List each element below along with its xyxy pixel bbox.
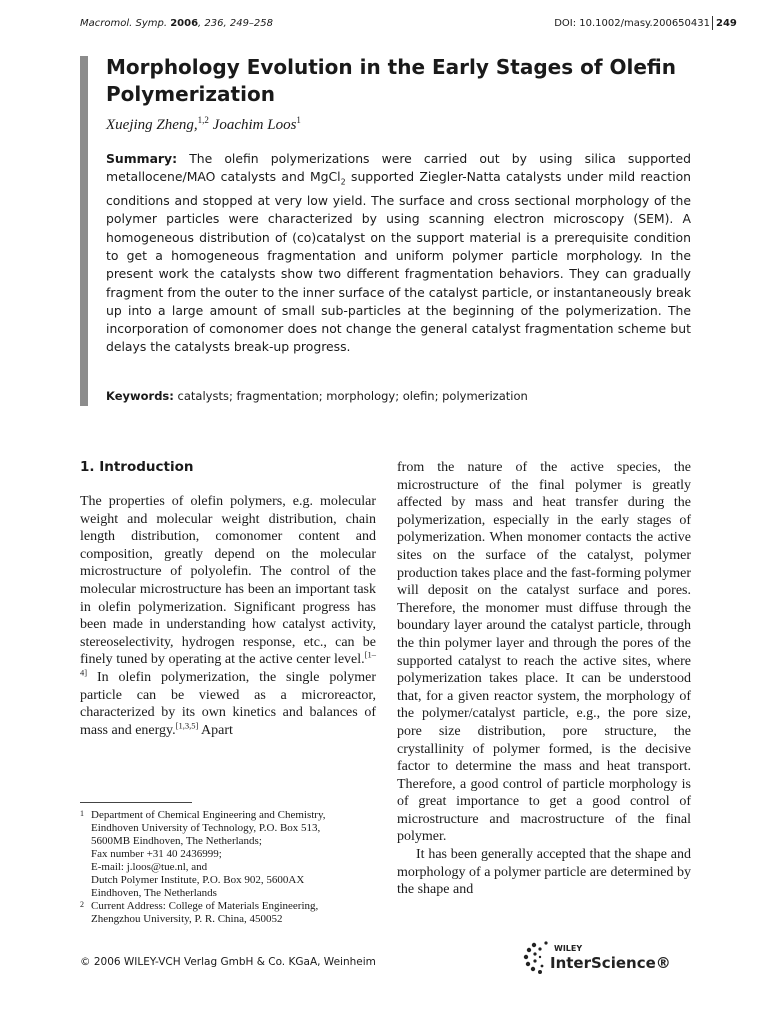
- footnote-1-number: 1: [80, 809, 84, 818]
- footnote-divider: [80, 802, 192, 803]
- logo-wiley-text: WILEY: [554, 944, 583, 953]
- abstract-summary: [106, 150, 691, 357]
- page-number: 249: [712, 16, 737, 30]
- intro-paragraph-continued: from the nature of the active species, the microstructure of the final polymer is greatly affected by mass and heat transfer during the polymerization, especially in the early stages of polymerization. When monomer contacts the active sites on the surface of the catalyst, polymer production takes place and the fast-forming polymer will deposit on the catalyst surface and pores. Therefore, the monomer must diffuse through the boundary layer around the catalyst particle, through the thin polymer layer and through the pores of the supported catalyst to reach the active sites, where polymerization takes place. It can be understood that, for a given reactor system, the morphology of the polymer/catalyst particle, e.g., the pore size, pore size distribution, pore structure, the crystallinity of polymer formed, is the decisive factor to determine the mass and heat transport. Therefore, a good control of particle morphology is of great importance to get a good control of microstructure and macrostructure of the final polymer.: [397, 460, 691, 845]
- citation-ref[interactable]: [1,3,5]: [175, 720, 199, 731]
- author-loos-affiliation: 1: [296, 115, 301, 125]
- body-column-right: [397, 459, 691, 899]
- intro-paragraph-1a: The properties of olefin polymers, e.g. molecular weight and molecular weight distribution, chain length distribution, comonomer content and composition, greatly depend on the molecular microstructure of polyolefin. The control of the molecular microstructure has been an important task in olefin polymerization. Significant progress has been made in understanding how catalyst activity, stereoselectivity, hydrogen response, etc., can be finely tuned by operating at the active center level.: [80, 494, 376, 668]
- author-loos[interactable]: Joachim Loos: [208, 117, 297, 133]
- intro-paragraph-2: It has been generally accepted that the shape and morphology of a polymer particle are determined by the shape and: [397, 847, 691, 898]
- intro-paragraph-1c: Apart: [198, 722, 233, 738]
- abstract-accent-bar: [80, 56, 88, 406]
- article-title: Morphology Evolution in the Early Stages of Olefin Polymerization: [106, 55, 676, 106]
- section-heading-introduction: 1. Introduction: [80, 459, 194, 475]
- logo-dots-icon: [524, 941, 548, 974]
- doi[interactable]: DOI: 10.1002/masy.200650431: [554, 18, 710, 29]
- summary-label: Summary:: [106, 151, 178, 166]
- footnote-line: Zhengzhou University, P. R. China, 450052: [91, 913, 283, 925]
- authors: [106, 117, 301, 134]
- copyright-footer: © 2006 WILEY-VCH Verlag GmbH & Co. KGaA, Weinheim: [80, 956, 376, 968]
- body-column-left: [80, 493, 376, 739]
- journal-year: 2006: [170, 18, 199, 29]
- journal-citation: [80, 18, 273, 29]
- footnotes: [80, 809, 380, 926]
- summary-text-part1: The olefin polymerizations were carried out by using silica supported metallocene/MAO catalysts and MgCl: [106, 151, 691, 185]
- footnote-line: Department of Chemical Engineering and Chemistry,: [91, 809, 326, 821]
- summary-subscript: 2: [340, 177, 346, 187]
- footnote-line: Eindhoven, The Netherlands: [91, 887, 217, 899]
- citation-ref[interactable]: [1–4]: [80, 649, 376, 678]
- keywords: [106, 389, 691, 403]
- summary-text-part2: supported Ziegler-Natta catalysts under mild reaction conditions and stopped at very low yield. The surface and cross sectional morphology of the polymer particles were characterized by using scanning electron microscopy (SEM). A homogeneous distribution of (co)catalyst on the support material is a prerequisite condition to get a homogeneous fragmentation and uniform polymer particle morphology. In the present work the catalysts show two different fragmentation behaviors. They can gradually fragment from the outer to the inner surface of the catalyst particle, or instantaneously break up into a large amount of small sub-particles at the beginning of the polymerization. The incorporation of comonomer does not change the general catalyst fragmentation scheme but delays the catalysts break-up progress.: [106, 169, 692, 355]
- journal-volume-pages: , 236, 249–258: [198, 18, 274, 29]
- footnote-2: [80, 900, 380, 926]
- wiley-interscience-logo: [520, 937, 700, 977]
- logo-interscience-text: InterScience®: [550, 954, 671, 972]
- intro-paragraph-1b: In olefin polymerization, the single polymer particle can be viewed as a microreactor, characterized by its own kinetics and balances of mass and energy.: [80, 669, 376, 738]
- footnote-line: Eindhoven University of Technology, P.O. Box 513,: [91, 822, 321, 834]
- footnote-1: [80, 809, 380, 900]
- footnote-email[interactable]: E-mail: j.loos@tue.nl, and: [91, 861, 208, 873]
- footnote-line: 5600MB Eindhoven, The Netherlands;: [91, 835, 262, 847]
- keywords-list: catalysts; fragmentation; morphology; olefin; polymerization: [173, 389, 528, 403]
- footnote-2-number: 2: [80, 900, 84, 909]
- keywords-label: Keywords:: [106, 389, 174, 403]
- footnote-line: Fax number +31 40 2436999;: [91, 848, 222, 860]
- journal-name: Macromol. Symp.: [80, 18, 168, 29]
- footnote-line: Current Address: College of Materials Engineering,: [91, 900, 319, 912]
- author-zheng-affiliation: 1,2: [197, 115, 209, 125]
- author-zheng[interactable]: Xuejing Zheng,: [106, 117, 198, 133]
- footnote-line: Dutch Polymer Institute, P.O. Box 902, 5600AX: [91, 874, 305, 886]
